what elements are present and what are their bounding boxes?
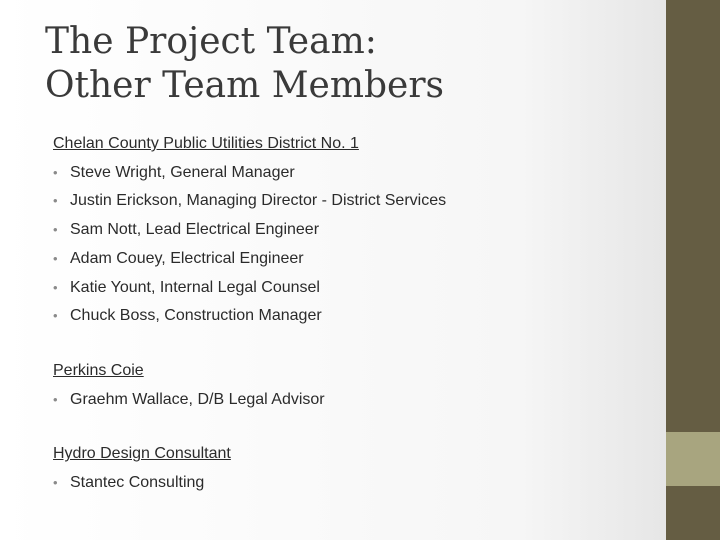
member-text: Stantec Consulting — [70, 474, 205, 492]
member-list — [53, 469, 653, 498]
list-item — [53, 386, 653, 415]
member-text: Graehm Wallace, D/B Legal Advisor — [70, 390, 325, 408]
list-item — [53, 245, 653, 274]
member-list — [53, 386, 653, 415]
list-item — [53, 274, 653, 303]
title-line-1: The Project Team: — [45, 21, 377, 62]
member-text: Katie Yount, Internal Legal Counsel — [70, 278, 320, 296]
team-group-hydro-design — [53, 440, 653, 497]
team-group-perkins-coie — [53, 357, 653, 414]
list-item — [53, 302, 653, 331]
member-text: Adam Couey, Electrical Engineer — [70, 249, 304, 267]
team-group-chelan-pud — [53, 130, 653, 331]
list-item — [53, 187, 653, 216]
side-accent-block — [666, 432, 720, 486]
bullet-icon: • — [53, 164, 58, 180]
member-text: Steve Wright, General Manager — [70, 163, 295, 181]
member-list — [53, 159, 653, 331]
group-heading: Chelan County Public Utilities District No. 1 — [53, 135, 359, 152]
group-spacer — [53, 414, 653, 440]
member-text: Sam Nott, Lead Electrical Engineer — [70, 221, 320, 239]
bullet-icon: • — [53, 250, 58, 266]
bullet-icon: • — [53, 475, 58, 491]
bullet-icon: • — [53, 222, 58, 238]
bullet-icon: • — [53, 193, 58, 209]
group-heading: Hydro Design Consultant — [53, 445, 231, 463]
group-spacer — [53, 331, 653, 357]
list-item — [53, 159, 653, 188]
list-item — [53, 469, 653, 498]
member-text: Chuck Boss, Construction Manager — [70, 307, 322, 325]
slide-content — [53, 130, 653, 498]
title-line-2: Other Team Members — [45, 65, 445, 106]
member-text: Justin Erickson, Managing Director - District Services — [70, 192, 447, 210]
list-item — [53, 216, 653, 245]
bullet-icon: • — [53, 391, 58, 407]
slide-title — [45, 20, 655, 108]
bullet-icon: • — [53, 308, 58, 324]
bullet-icon: • — [53, 279, 58, 295]
group-heading: Perkins Coie — [53, 361, 144, 379]
